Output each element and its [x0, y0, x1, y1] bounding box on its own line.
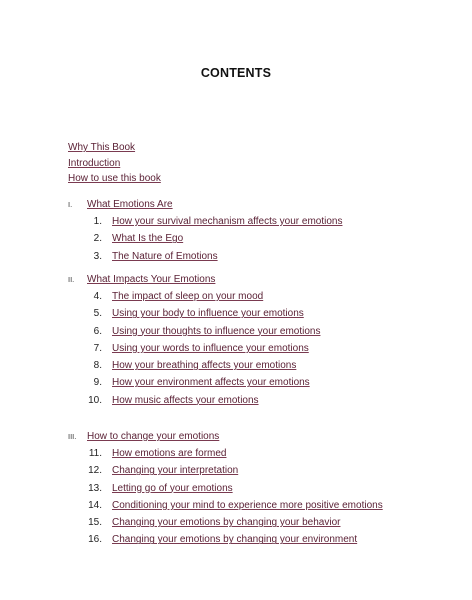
- entry-number: 15.: [88, 517, 102, 529]
- entry-number: 1.: [93, 216, 102, 227]
- section-heading: [68, 196, 342, 213]
- toc-entry-link[interactable]: Using your body to influence your emotions: [112, 308, 304, 320]
- section-numeral: III.: [68, 432, 77, 441]
- entry-number: 11.: [88, 448, 102, 459]
- entry-number: 16.: [88, 534, 102, 546]
- toc-entry: [78, 230, 342, 247]
- section-numeral: I.: [68, 200, 73, 209]
- toc-entry-link[interactable]: What Is the Ego: [112, 233, 184, 245]
- toc-entry: [78, 213, 342, 230]
- entry-number: 6.: [93, 325, 102, 337]
- toc-entry-link[interactable]: Using your thoughts to influence your emotions: [112, 325, 321, 337]
- toc-entry-link[interactable]: How music affects your emotions: [112, 394, 259, 406]
- entry-number: 13.: [88, 482, 102, 494]
- entry-number: 5.: [93, 308, 102, 320]
- toc-entry: [78, 248, 342, 265]
- toc-entry-link[interactable]: Letting go of your emotions: [112, 482, 233, 494]
- toc-entry-link[interactable]: The Nature of Emotions: [112, 250, 218, 262]
- toc-entry: [78, 374, 320, 391]
- toc-entry-link[interactable]: Using your words to influence your emotions: [112, 342, 309, 354]
- toc-section-3: [68, 428, 383, 549]
- toc-entry: [78, 340, 320, 357]
- toc-entry: [78, 357, 320, 374]
- toc-entry: [78, 445, 383, 462]
- toc-entry-link[interactable]: Conditioning your mind to experience more positive emotions: [112, 499, 383, 511]
- section-heading: [68, 271, 320, 288]
- toc-entry: [78, 392, 320, 409]
- toc-entry: [78, 305, 320, 322]
- entry-number: 14.: [88, 499, 102, 511]
- toc-section-2: [68, 271, 320, 409]
- toc-entry-link[interactable]: Changing your emotions by changing your behavior: [112, 517, 341, 529]
- toc-entry: [78, 531, 383, 548]
- entry-number: 9.: [93, 377, 102, 389]
- toc-entry-link[interactable]: Changing your emotions by changing your environment: [112, 534, 358, 546]
- toc-entry: [78, 288, 320, 305]
- link-introduction[interactable]: Introduction: [68, 157, 121, 169]
- toc-entry-link[interactable]: How your survival mechanism affects your emotions: [112, 216, 343, 227]
- link-why-this-book[interactable]: Why This Book: [68, 142, 136, 153]
- toc-entry-link[interactable]: How your breathing affects your emotions: [112, 360, 297, 372]
- section-numeral: II.: [68, 275, 75, 284]
- entry-number: 8.: [93, 360, 102, 372]
- toc-section-1: [68, 196, 342, 265]
- section-heading: [68, 428, 383, 445]
- toc-entry: [78, 514, 383, 531]
- toc-entry: [78, 497, 383, 514]
- section-title-link[interactable]: What Emotions Are: [87, 199, 173, 210]
- toc-entry-link[interactable]: Changing your interpretation: [112, 465, 239, 477]
- toc-entry-link[interactable]: The impact of sleep on your mood: [112, 291, 264, 302]
- toc-entry: [78, 480, 383, 497]
- intro-links: [68, 140, 161, 187]
- entry-number: 3.: [93, 250, 102, 262]
- section-title-link[interactable]: How to change your emotions: [87, 431, 220, 442]
- section-title-link[interactable]: What Impacts Your Emotions: [87, 274, 216, 285]
- entry-number: 4.: [93, 291, 102, 302]
- toc-entry: [78, 462, 383, 479]
- toc-entry-link[interactable]: How your environment affects your emotions: [112, 377, 310, 389]
- entry-number: 12.: [88, 465, 102, 477]
- entry-number: 2.: [93, 233, 102, 245]
- entry-number: 7.: [93, 342, 102, 354]
- toc-entry-link[interactable]: How emotions are formed: [112, 448, 227, 459]
- toc-entry: [78, 323, 320, 340]
- entry-number: 10.: [88, 394, 102, 406]
- link-how-to-use[interactable]: How to use this book: [68, 173, 161, 184]
- page-title: CONTENTS: [200, 66, 272, 80]
